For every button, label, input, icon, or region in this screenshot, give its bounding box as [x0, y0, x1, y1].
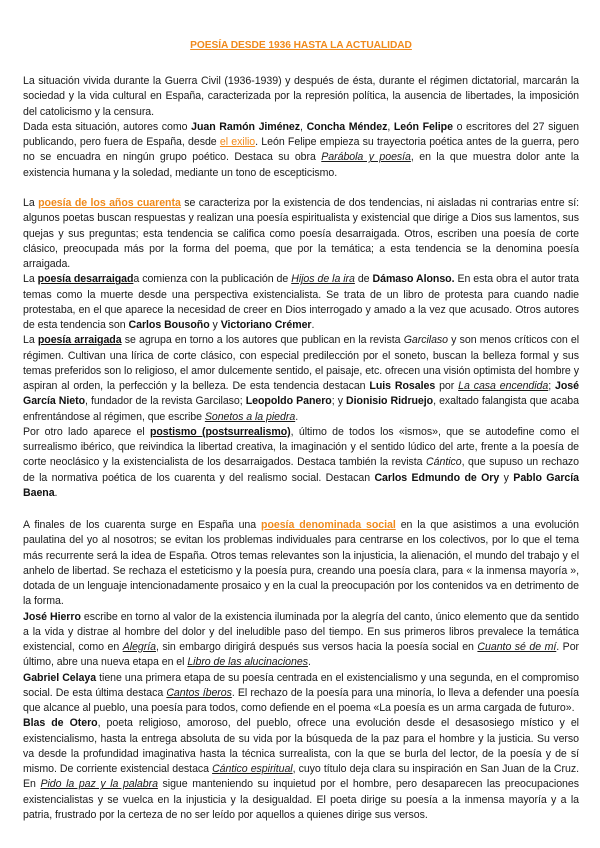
author-name: Carlos Edmundo de Ory: [374, 471, 500, 484]
page-title: POESÍA DESDE 1936 HASTA LA ACTUALIDAD: [190, 40, 412, 51]
work-title: La casa encendida: [458, 380, 549, 392]
author-name: Dámaso Alonso.: [372, 273, 455, 286]
paragraph-exile: Dada esta situación, autores como Juan Ramón Jiménez, Concha Méndez, León Felipe o escritores del 27 siguen publicando, pero fuera de España, desde el exilio. León Felipe empieza su trayectoria poética antes de la guerra, pero no se encuadra en ningún grupo poético. Destaca su obra Parábola y poesía, en la que muestra dolor ante la existencia humana y la soledad, mediante un tono de escepticismo.: [23, 120, 579, 179]
paragraph-forties: La poesía de los años cuarenta se caracteriza por la existencia de dos tendencias, ni aisladas ni contrarias entre sí: algunos poetas buscan respuestas y realizan una poesía espiritualista y existencial que dirige a Dios sus lamentos, sus quejas y sus preguntas; esta tendencia se califica como poesía desarraigada. Otros, escriben una poesía de corte clásico, preocupada más por la forma del poema, que por la temática; a esta tendencia se la denomina poesía arraigada.: [23, 197, 580, 270]
paragraph-gap: [23, 181, 579, 196]
work-title: Cuanto sé de mí: [477, 641, 557, 653]
author-name: Blas de Otero: [23, 717, 98, 730]
author-name: Victoriano Crémer: [220, 319, 312, 331]
magazine-title: Garcilaso: [403, 334, 448, 347]
paragraph-arraigada: La poesía arraigada se agrupa en torno a los autores que publican en la revista Garcilaso y son menos críticos con el régimen. Cultivan una lírica de corte clásico, con especial predilección por el soneto, buscan la belleza formal y sus temas preferidos son lo religioso, el amor dulcemente sentido, el paisaje, etc. ofrecen una visión optimista del hombre y aspiran al orden, la perfección y la belleza. De esta tendencia destacan Luis Rosales por La casa encendida; José García Nieto, fundador de la revista Garcilaso; Leopoldo Panero; y Dionisio Ridruejo, exaltado falangista que acaba enfrentándose al régimen, que escribe Sonetos a la piedra.: [23, 334, 580, 423]
magazine-title: Cántico: [426, 456, 462, 469]
paragraph-hierro: José Hierro escribe en torno al valor de la existencia iluminada por la alegría del canto, único elemento que da sentido a la vida y distrae al hombre del dolor y del ineludible paso del tiempo. En sus primeros libros prevalece la temática existencial, como en Alegría, sin embargo dirigirá después sus versos hacia la poesía social en Cuanto sé de mí. Por último, abre una nueva etapa en el Libro de las alucinaciones.: [23, 610, 580, 669]
paragraph-postismo: Por otro lado aparece el postismo (postsurrealismo), último de todos los «ismos», que se autodefine como el surrealismo ibérico, que reivindica la libertad creativa, la imaginación y el sentido lúdico del arte, frente a la poesía de corte neoclásico y la existencialista de los desarraigados. Destaca también la revista Cántico, que supuso un rechazo de la normativa poética de los cuarenta y del realismo social. Destacan Carlos Edmundo de Ory y Pablo García Baena.: [23, 425, 579, 499]
work-title: Libro de las alucinaciones: [187, 656, 308, 669]
work-title: Hijos de la ira: [291, 273, 355, 286]
author-name: Carlos Bousoño: [128, 319, 210, 331]
social-poetry-link[interactable]: poesía denominada social: [261, 519, 396, 531]
paragraph-gap: [23, 501, 579, 518]
paragraph-celaya: Gabriel Celaya tiene una primera etapa de su poesía centrada en el existencialismo y una segunda, en el compromiso social. De esta última destaca Cantos íberos. El rechazo de la poesía para una minoría, lo lleva a defender una poesía que alcance al pueblo, una poesía para todos, como defiende en el poema «La poesía es un arma cargada de futuro».: [23, 671, 579, 714]
exile-link[interactable]: el exilio: [219, 136, 256, 148]
author-name: Concha Méndez: [306, 120, 388, 133]
term-arraigada: poesía arraigada: [37, 334, 122, 347]
forties-poetry-link[interactable]: poesía de los años cuarenta: [38, 197, 181, 209]
author-name: Luis Rosales: [369, 380, 436, 392]
work-title: Cantos íberos: [166, 686, 232, 699]
paragraph-otero: Blas de Otero, poeta religioso, amoroso, del pueblo, ofrece una evolución desde el desasosiego místico y el existencialismo, hasta la entrega absoluta de su vida por la búsqueda de la paz para el hombre y la justicia. Su verso va desde la profundidad imaginativa hasta la técnica surrealista, con la que se burla del lector, de la poesía y de sí mismo. De corriente existencial destaca Cántico espiritual, cuyo título deja clara su inspiración en San Juan de la Cruz. En Pido la paz y la palabra sigue manteniendo su inquietud por el hombre, pero desaparecen las preocupaciones existencialistas y se vuelca en la injusticia y la desigualdad. El poeta dirige su poesía a la inmensa mayoría y a la patria, frustrado por la certeza de no ser leído por aquellos a quienes dirige sus versos.: [23, 717, 579, 821]
document-page: [23, 38, 579, 823]
work-title: Alegría: [122, 641, 156, 653]
author-name: León Felipe: [393, 120, 453, 133]
paragraph-desarraigada: La poesía desarraigada comienza con la publicación de Hijos de la ira de Dámaso Alonso. En esta obra el autor trata temas como la muerte desde una perspectiva existencialista. Se trata de un libro de protesta para cuando nadie protestaba, en el que aparece la necesidad de creer en Dios interrogado y amado a la vez que acusado. Otros autores de esta tendencia son Carlos Bousoño y Victoriano Crémer.: [23, 273, 579, 331]
author-name: José Hierro: [23, 610, 81, 623]
paragraph-social: A finales de los cuarenta surge en España una poesía denominada social en la que asistimos a una evolución paulatina del yo al nosotros; se evitan los problemas individuales para centrarse en los colectivos, por lo que el tema más recurrente será la idea de España. Otros temas relevantes son la injusticia, la alienación, el mundo del trabajo y el anhelo de libertad. Se rechaza el esteticismo y la poesía pura, creando una poesía clara, para « la inmensa mayoría », dotada de un lenguaje intencionadamente prosaico y en la cual la preocupación por los contenidos va en detrimento de la forma.: [23, 519, 579, 608]
work-title: Pido la paz y la palabra: [40, 778, 158, 791]
work-title: Parábola y poesía: [321, 151, 411, 164]
work-title: Cántico espiritual: [212, 763, 293, 775]
author-name: Leopoldo Panero: [245, 395, 332, 408]
work-title: Sonetos a la piedra: [204, 410, 296, 423]
author-name: Juan Ramón Jiménez: [191, 120, 301, 133]
author-name: José García Nieto: [23, 380, 579, 408]
term-desarraigada: poesía desarraigad: [37, 273, 134, 286]
author-name: Gabriel Celaya: [23, 671, 97, 684]
author-name: Dionisio Ridruejo: [346, 395, 434, 408]
author-name: Pablo García Baena: [23, 471, 579, 499]
paragraph-context: La situación vivida durante la Guerra Civil (1936-1939) y después de ésta, durante el régimen dictatorial, marcarán la sociedad y la vida cultural en España, caracterizada por la represión política, la ausencia de libertades, la imposición del catolicismo y la censura.: [23, 75, 579, 118]
term-postismo: postismo (postsurrealismo): [149, 425, 291, 438]
